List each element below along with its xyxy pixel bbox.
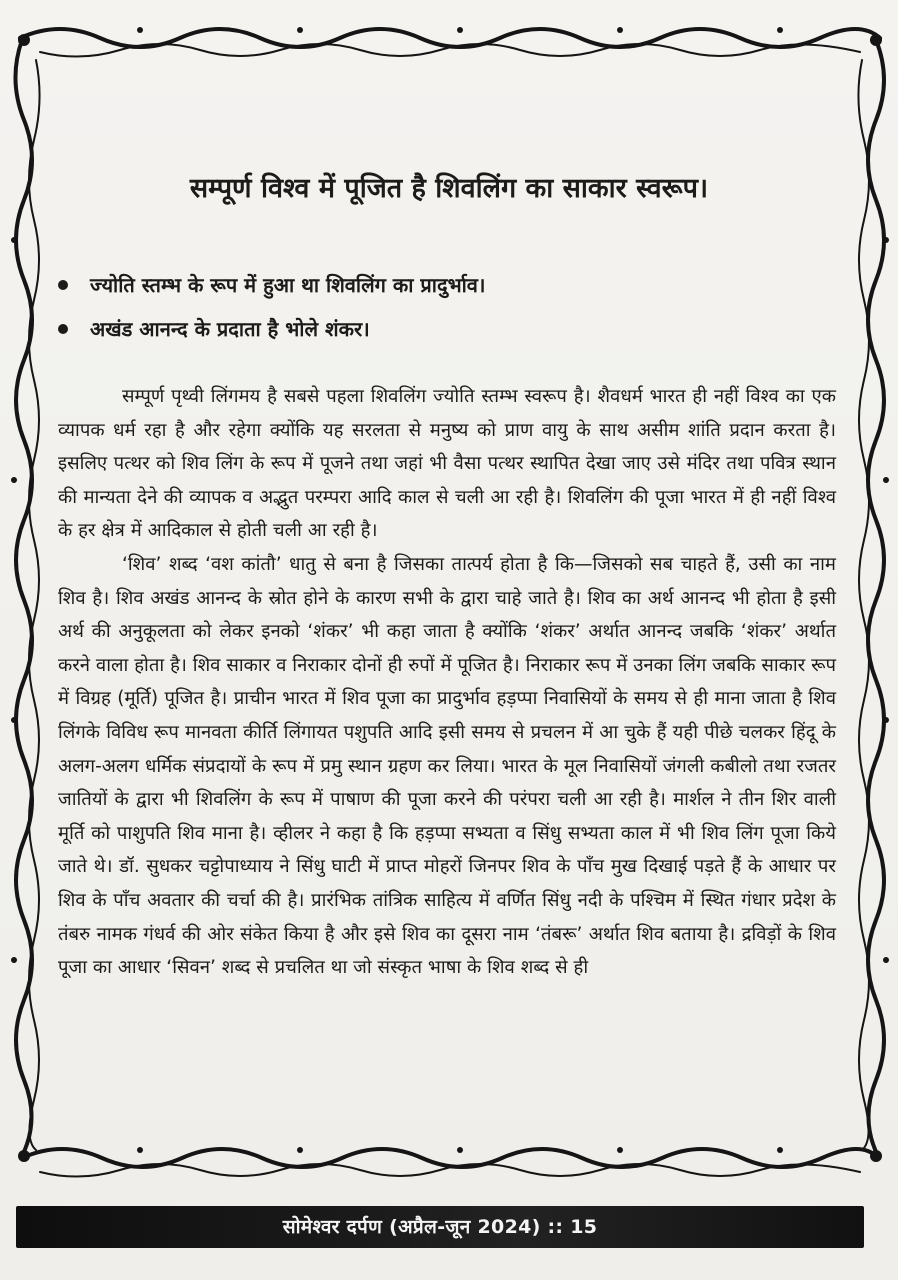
highlight-text: अखंड आनन्द के प्रदाता है भोले शंकर। — [90, 317, 370, 341]
highlight-list — [56, 268, 486, 356]
article-paragraph: ‘शिव’ शब्द ‘वश कांतौ’ धातु से बना है जिसका तात्पर्य होता है कि—जिसको सब चाहते हैं, उसी का नाम शिव है। शिव अखंड आनन्द के स्रोत होने के कारण सभी के द्वारा चाहे जाते है। शिव का अर्थ आनन्द भी होता है इसी अर्थ की अनुकूलता को लेकर इनको ‘शंकर’ भी कहा जाता है क्योंकि ‘शंकर’ अर्थात आनन्द जबकि ‘शंकर’ अर्थात करने वाला होता है। शिव साकार व निराकार दोनों ही रुपों में पूजित है। निराकार रूप में उनका लिंग जबकि साकार रूप में विग्रह (मूर्ति) पूजित है। प्राचीन भारत में शिव पूजा का प्रादुर्भाव हड़प्पा निवासियों के समय से ही माना जाता है शिव लिंगके विविध रूप मानवता कीर्ति लिंगायत पशुपति आदि इसी समय से प्रचलन में आ चुके हैं यही पीछे चलकर हिंदू के अलग-अलग धर्मिक संप्रदायों के रूप में प्रमु स्थान ग्रहण कर लिया। भारत के मूल निवासियों जंगली कबीलो तथा रजतर जातियों के द्वारा भी शिवलिंग के रूप में पाषाण की पूजा करने की परंपरा चली आ रही है। मार्शल ने तीन शिर वाली मूर्ति को पाशुपति शिव माना है। व्हीलर ने कहा है कि हड़प्पा सभ्यता व सिंधु सभ्यता काल में भी शिव लिंग पूजा किये जाते थे। डॉ. सुधकर चट्टोपाध्याय ने सिंधु घाटी में प्राप्त मोहरों जिनपर शिव के पाँच मुख दिखाई पड़ते हैं के आधार पर शिव के पाँच अवतार की चर्चा की है। प्रारंभिक तांत्रिक साहित्य में वर्णित सिंधु नदी के पश्चिम में स्थित गंधार प्रदेश के तंबरु नामक गंधर्व की ओर संकेत किया है और इसे शिव का दूसरा नाम ‘तंबरू’ अर्थात शिव बताया है। द्रविड़ों के शिव पूजा का आधार ‘सिवन’ शब्द से प्रचलित था जो संस्कृत भाषा के शिव शब्द से ही — [58, 553, 836, 979]
footer-bar — [16, 1206, 864, 1248]
highlight-text: ज्योति स्तम्भ के रूप में हुआ था शिवलिंग का प्रादुर्भाव। — [90, 273, 486, 297]
article-paragraph: सम्पूर्ण पृथ्वी लिंगमय है सबसे पहला शिवलिंग ज्योति स्तम्भ स्वरूप है। शैवधर्म भारत ही नहीं विश्व का एक व्यापक धर्म रहा है और रहेगा क्योंकि यह सरलता से मनुष्य को प्राण वायु के साथ असीम शांति प्रदान करता है। इसलिए पत्थर को शिव लिंग के रूप में पूजने तथा जहां भी वैसा पत्थर स्थापित देखा जाए उसे मंदिर तथा पवित्र स्थान की मान्यता देने की व्यापक व अद्भुत परम्परा आदि काल से चली आ रही है। शिवलिंग की पूजा भारत में ही नहीं विश्व के हर क्षेत्र में आदिकाल से होती चली आ रही है। — [58, 386, 836, 542]
highlight-item — [56, 312, 486, 356]
bullet-icon — [58, 324, 68, 334]
article-title: सम्पूर्ण विश्व में पूजित है शिवलिंग का साकार स्वरूप। — [189, 173, 709, 204]
footer-label: सोमेश्वर दर्पण (अप्रैल-जून 2024) :: 15 — [282, 1216, 598, 1238]
bullet-icon — [58, 280, 68, 290]
article-body — [58, 380, 836, 985]
highlight-item — [56, 268, 486, 312]
